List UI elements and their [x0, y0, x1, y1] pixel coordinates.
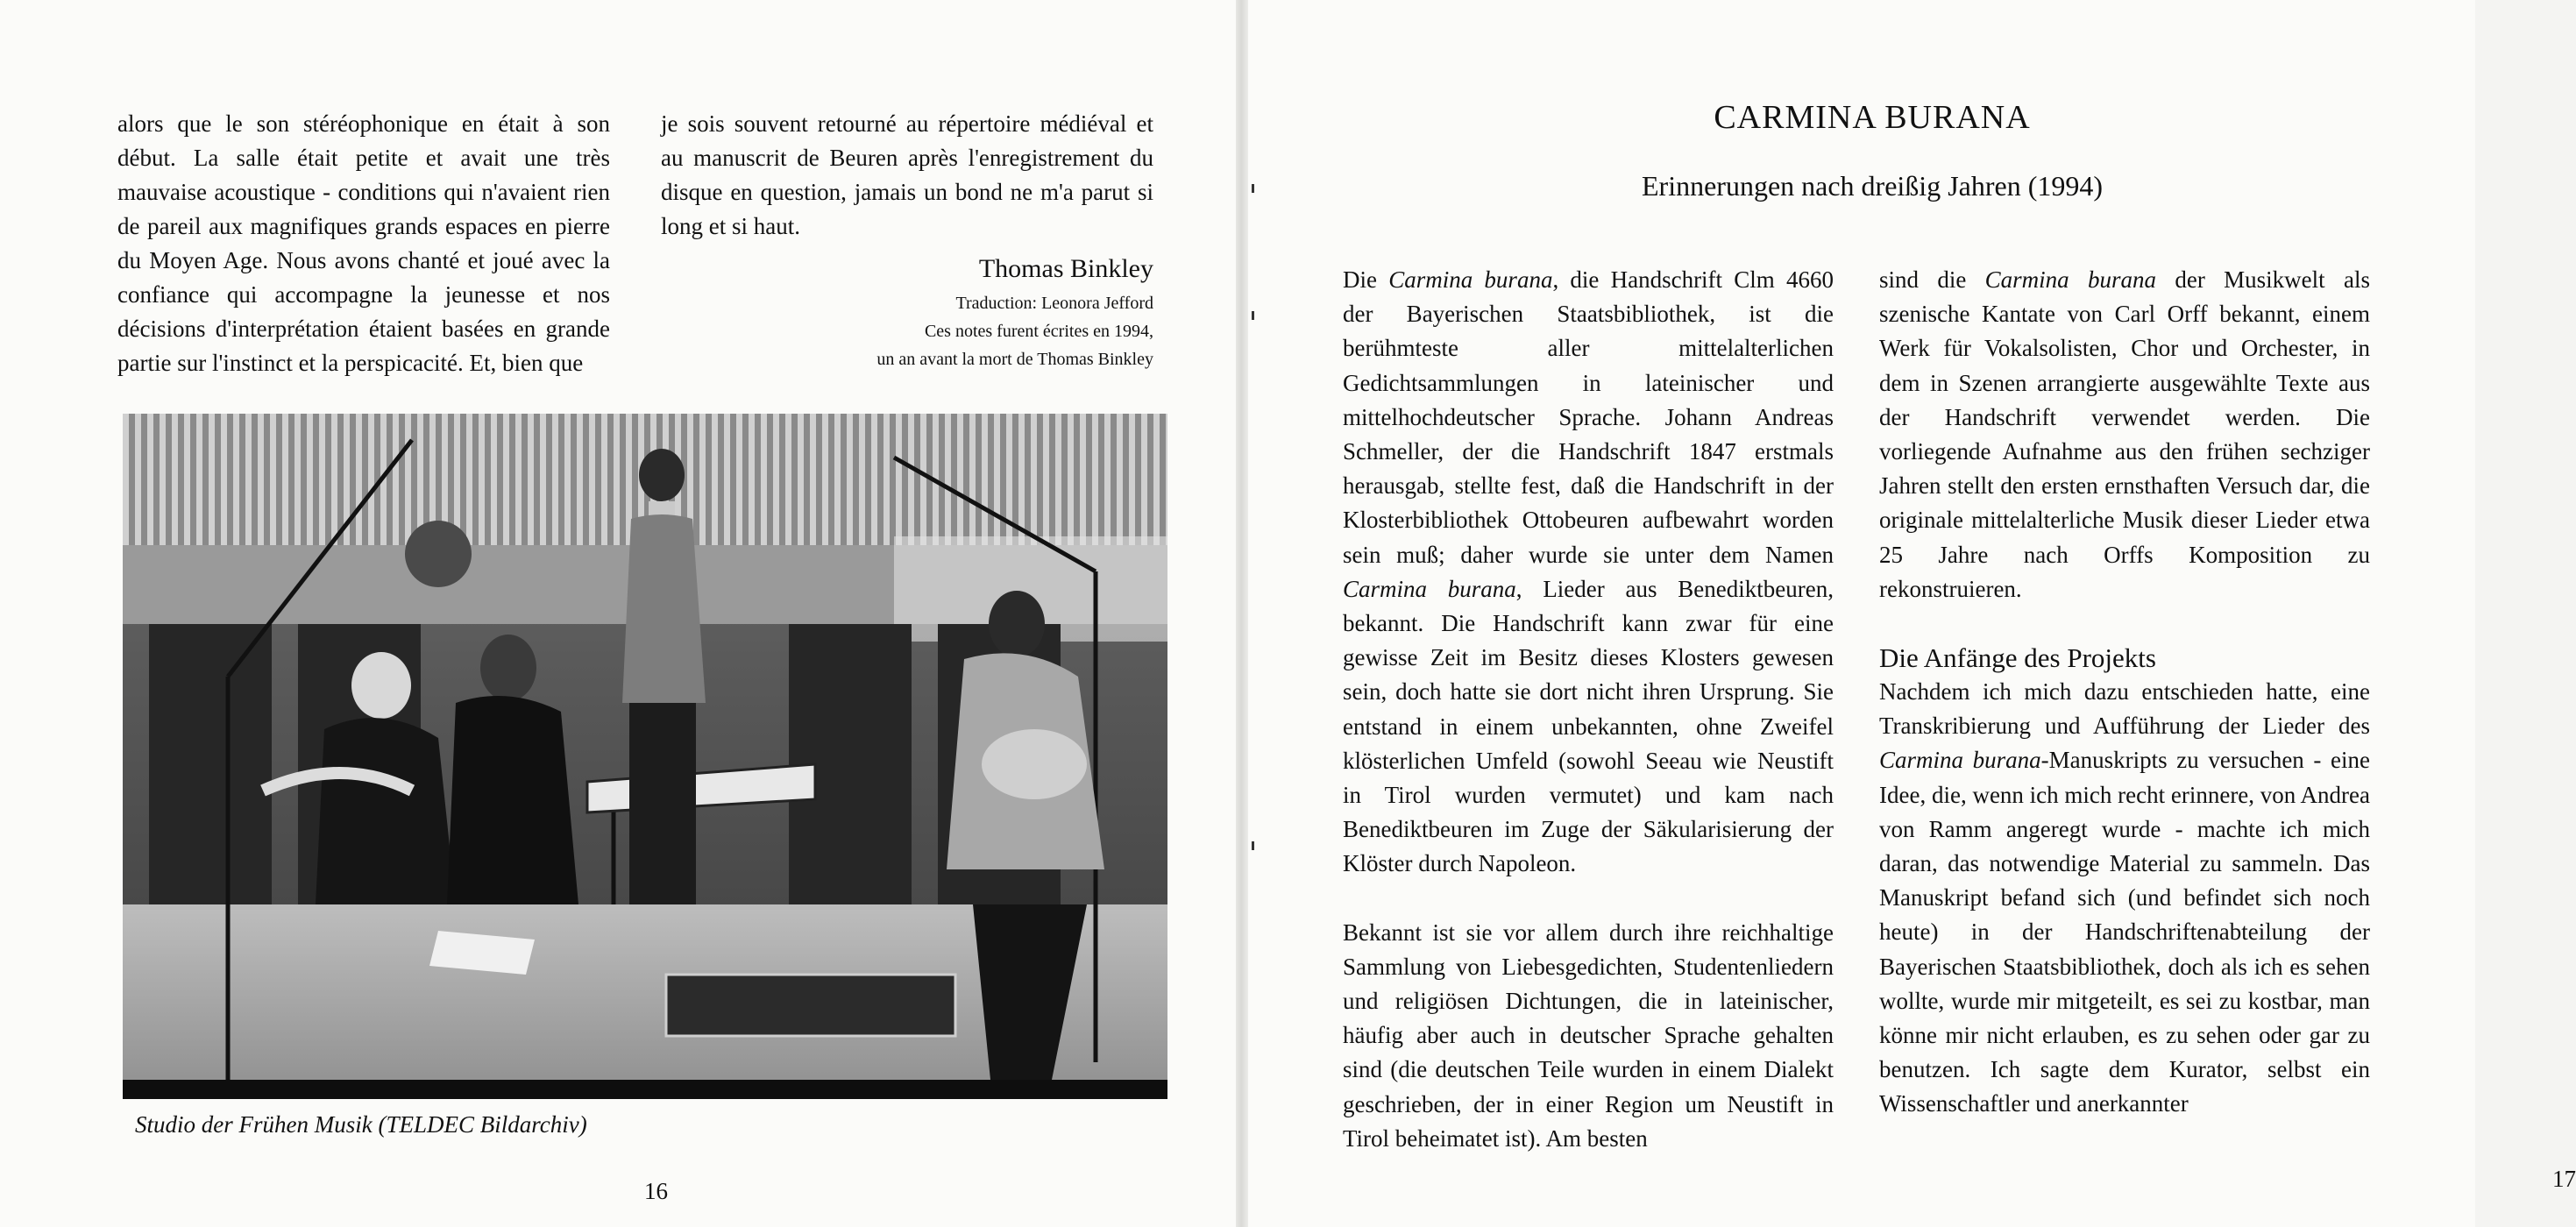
section-heading: Die Anfänge des Projekts — [1879, 642, 2156, 674]
text-run: -Manuskripts zu versuchen - eine Idee, die, wenn ich mich recht erinnere, von Andrea von Ramm angeregt wurde - machte ich mich daran, das notwendige Material zu sammeln. Das Manuskript befand sich (und befindet sich noch heute) in der Handschriftenabteilung der Bayerischen Staatsbibliothek, doch als ich es sehen wollte, wurde mir mitgeteilt, es sei zu kostbar, man könne mir nicht erlauben, es zu sehen oder gar zu benutzen. Ich sagte dem Kurator, selbst ein Wissenschaftler und anerkannter — [1879, 747, 2371, 1117]
german-paragraph-3 — [1879, 263, 2370, 606]
french-text-column-2 — [661, 107, 1153, 244]
note-death-line: un an avant la mort de Thomas Binkley — [876, 350, 1153, 369]
page-number-left: 16 — [644, 1178, 668, 1204]
text-run: sind die — [1879, 266, 1985, 293]
french-text-column-1 — [117, 107, 610, 380]
photo-caption: Studio der Frühen Musik (TELDEC Bildarchiv) — [135, 1111, 587, 1138]
italic-title: Carmina burana — [1984, 266, 2157, 293]
italic-title: Carmina burana — [1388, 266, 1553, 293]
french-paragraph-2: je sois souvent retourné au répertoire médiéval et au manuscrit de Beuren après l'enregistrement du disque en question, jamais un bond ne m'a parut si long et si haut. — [661, 110, 1153, 239]
book-gutter — [1236, 0, 1248, 1227]
note-date-line: Ces notes furent écrites en 1994, — [924, 322, 1153, 341]
translation-credit: Traduction: Leonora Jefford — [955, 294, 1153, 313]
studio-photograph — [123, 414, 1167, 1099]
margin-mark — [1252, 841, 1254, 850]
italic-title: Carmina burana — [1879, 747, 2041, 774]
text-run: Die — [1343, 266, 1389, 293]
french-paragraph-1: alors que le son stéréophonique en était à son début. La salle était petite et avait une très mauvaise acoustique - conditions qui n'avaient rien de pareil aux magnifiques grands espaces en pierre du Moyen Age. Nous avons chanté et joué avec la confiance qui accompagne la jeunesse et nos décisions d'interprétation étaient basées en grande partie sur l'instinct et la perspicacité. Et, bien que — [117, 110, 610, 376]
page-number-right: 17 — [2552, 1166, 2576, 1192]
text-run: , Lieder aus Benediktbeuren, bekannt. Die Handschrift kann zwar für eine gewisse Zeit im Besitz dieses Klosters gewesen sein, doch hatte sie dort nicht ihren Ursprung. Sie entstand in einem unbekannten, ohne Zweifel klösterlichen Umfeld (sowohl Seeau wie Neustift in Tirol wurden vermutet) und kam nach Benediktbeuren im Zuge der Säkularisierung der Klöster durch Napoleon. — [1343, 575, 1834, 877]
text-run: , die Handschrift Clm 4660 der Bayerischen Staatsbibliothek, ist die berühmteste aller mittelalterlichen Gedichtsammlungen in lateinischer und mittelhochdeutscher Sprache. Johann Andreas Schmeller, der die Handschrift 1847 erstmals herausgab, stellte fest, daß die Handschrift in der Klosterbibliothek Ottobeuren aufbewahrt worden sein muß; daher wurde sie unter dem Namen — [1343, 266, 1834, 568]
margin-mark — [1252, 184, 1254, 193]
german-text-column-1 — [1343, 263, 1834, 1156]
studio-photo-illustration — [123, 414, 1167, 1099]
italic-title: Carmina burana — [1343, 575, 1516, 602]
german-paragraph-1 — [1343, 263, 1834, 882]
german-paragraph-2: Bekannt ist sie vor allem durch ihre reichhaltige Sammlung von Liebesgedichten, Studentenliedern und religiösen Dichtungen, die in lateinischer, häufig aber auch in deutscher Sprache gehalten sind (die deutschen Teile wurden in einem Dialekt geschrieben, der in einer Region um Neustift in Tirol beheimatet ist). Am besten — [1343, 918, 1834, 1152]
left-page — [0, 0, 1236, 1227]
german-text-column-2 — [1879, 263, 2370, 1122]
text-run: Nachdem ich mich dazu entschieden hatte, eine Transkribierung und Aufführung der Lieder des — [1879, 678, 2370, 740]
signature-block — [661, 249, 1153, 373]
margin-mark — [1252, 311, 1254, 320]
right-page — [1248, 0, 2576, 1227]
german-paragraph-4 — [1879, 675, 2370, 1122]
author-name: Thomas Binkley — [978, 254, 1153, 283]
page-title: CARMINA BURANA — [1714, 99, 2031, 136]
text-run: der Musikwelt als szenische Kantate von Carl Orff bekannt, einem Werk für Vokalsolisten, Chor und Orchester, in dem in Szenen arrangierte ausgewählte Texte aus der Handschrift verwendet werden. Die vorliegende Aufnahme aus den frühen sechziger Jahren stellt den ersten ernsthaften Versuch dar, die originale mittelalterliche Musik dieser Lieder etwa 25 Jahre nach Orffs Komposition zu rekonstruieren. — [1879, 266, 2370, 602]
page-subtitle: Erinnerungen nach dreißig Jahren (1994) — [1641, 170, 2104, 202]
